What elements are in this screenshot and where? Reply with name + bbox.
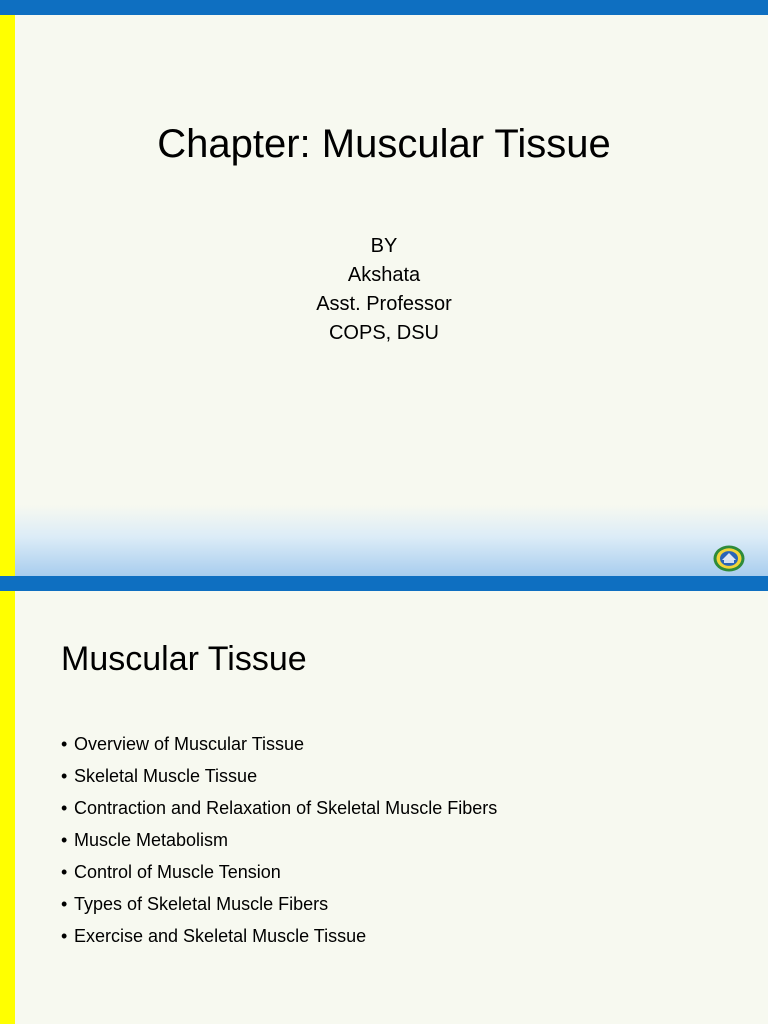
list-item xyxy=(61,923,497,955)
author-position: Asst. Professor xyxy=(316,293,452,315)
top-accent-bar xyxy=(0,0,768,15)
top-accent-bar xyxy=(0,576,768,591)
slide-title: Muscular Tissue xyxy=(61,640,307,678)
list-item xyxy=(61,891,497,923)
bullet-glyph: • xyxy=(61,766,68,786)
bullet-glyph: • xyxy=(61,830,68,850)
contents-slide xyxy=(0,576,768,1024)
list-item xyxy=(61,795,497,827)
list-item-text: Exercise and Skeletal Muscle Tissue xyxy=(74,926,367,946)
list-item xyxy=(61,827,497,859)
topic-list xyxy=(61,731,497,955)
list-item-text: Overview of Muscular Tissue xyxy=(74,734,305,754)
author-affiliation: COPS, DSU xyxy=(328,322,440,344)
slide-title: Chapter: Muscular Tissue xyxy=(157,122,611,166)
list-item-text: Contraction and Relaxation of Skeletal Muscle Fibers xyxy=(74,798,498,818)
bullet-glyph: • xyxy=(61,798,68,818)
bullet-glyph: • xyxy=(61,734,68,754)
list-item xyxy=(61,859,497,891)
author-name: Akshata xyxy=(347,264,421,286)
list-item xyxy=(61,763,497,795)
bullet-glyph: • xyxy=(61,862,68,882)
list-item-text: Control of Muscle Tension xyxy=(74,862,281,882)
author-block xyxy=(0,232,768,348)
bullet-glyph: • xyxy=(61,926,68,946)
list-item-text: Skeletal Muscle Tissue xyxy=(74,766,258,786)
bottom-gradient-band xyxy=(15,505,768,576)
university-emblem-icon xyxy=(713,545,745,572)
list-item-text: Types of Skeletal Muscle Fibers xyxy=(74,894,329,914)
list-item-text: Muscle Metabolism xyxy=(74,830,229,850)
bullet-glyph: • xyxy=(61,894,68,914)
left-accent-bar xyxy=(0,591,15,1024)
byline-label: BY xyxy=(370,235,398,257)
list-item xyxy=(61,731,497,763)
